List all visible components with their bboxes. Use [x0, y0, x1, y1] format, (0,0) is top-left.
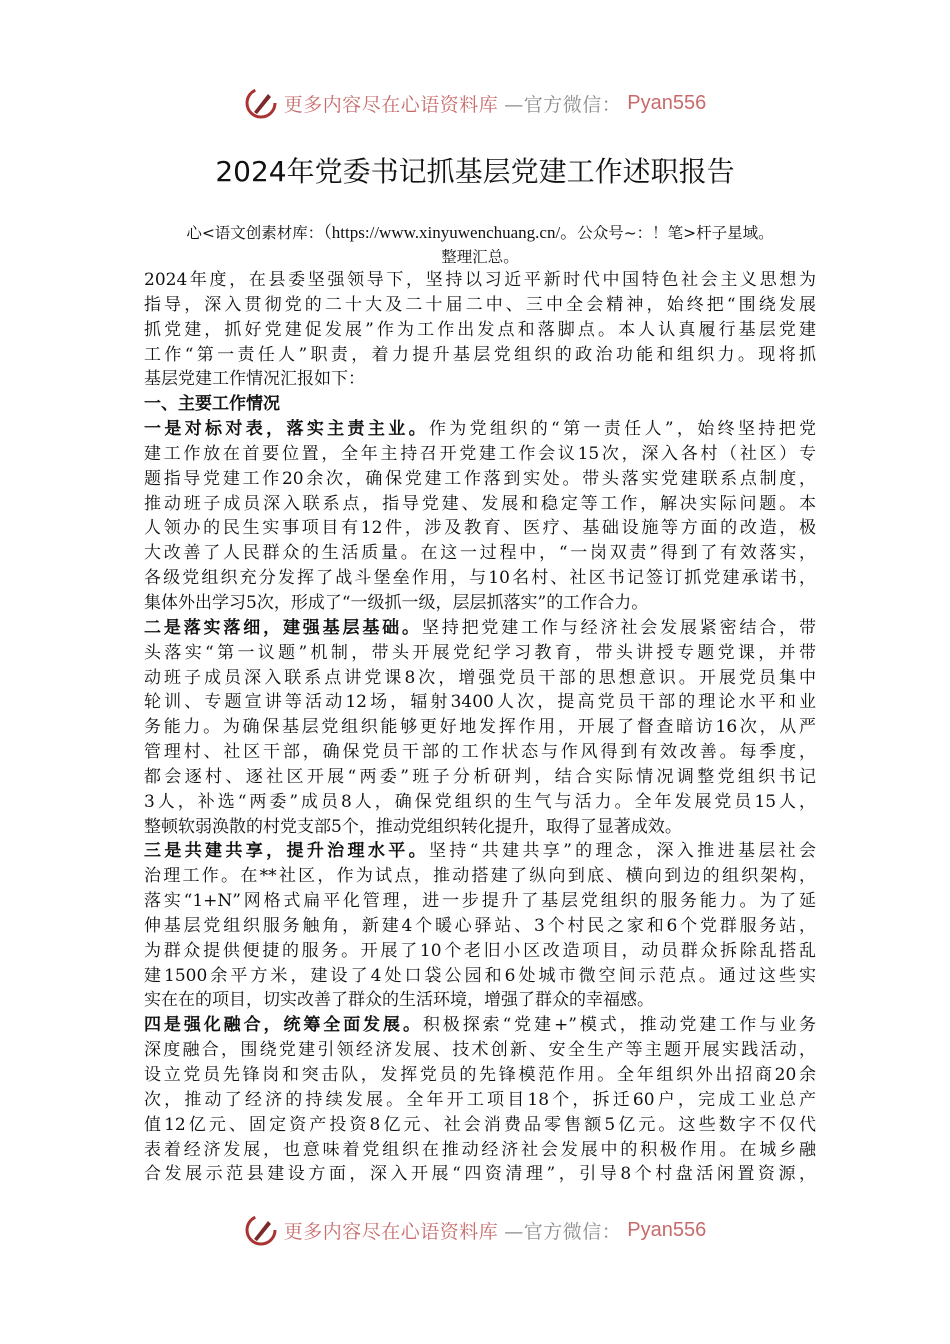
text-line — [144, 765, 816, 790]
text-line — [144, 591, 816, 616]
watermark-separator: —官方微信： — [504, 93, 622, 116]
text-line — [144, 666, 816, 691]
line-text: 3人，补选“两委”成员8人，确保党组织的生气与活力。全年发展党员15人， — [144, 791, 816, 812]
paragraph-lead: 四是强化融合，统筹全面发展。 — [144, 1015, 423, 1036]
line-text: 合发展示范县建设方面，深入开展“四资清理”，引导8个村盘活闲置资源， — [144, 1164, 816, 1185]
text-line — [144, 1013, 816, 1038]
paragraph-lead: 一是对标对表，落实主责主业。 — [144, 419, 429, 440]
section-heading — [144, 392, 816, 417]
line-text: 设立党员先锋岗和突击队，发挥党员的先锋模范作用。全年组织外出招商20余 — [144, 1065, 816, 1085]
line-text: 坚持“共建共享”的理念，深入推进基层社会 — [428, 841, 817, 862]
line-text: 题指导党建工作20余次，确保党建工作落到实处。带头落实党建联系点制度， — [144, 468, 816, 489]
text-line — [144, 988, 816, 1013]
line-text: 建1500余平方米，建设了4处口袋公园和6处城市微空间示范点。通过这些实 — [144, 965, 816, 986]
line-text: 整顿软弱涣散的村党支部5个，推动党组织转化提升，取得了显著成效。 — [144, 816, 682, 837]
source-line2: 整理汇总。 — [441, 248, 519, 266]
text-line — [144, 864, 816, 889]
text-line — [144, 790, 816, 815]
document-body — [144, 268, 816, 1187]
text-line — [144, 690, 816, 715]
text-line — [144, 914, 816, 939]
line-text: 指导，深入贯彻党的二十大及二十届二中、三中全会精神，始终把“围绕发展 — [144, 294, 816, 315]
text-line — [144, 1162, 816, 1187]
source-suffix: 公众号~：！笔>杆子星域。 — [577, 224, 774, 242]
text-line — [144, 516, 816, 541]
text-line — [144, 367, 816, 392]
line-text: 工作“第一责任人”职责，着力提升基层党组织的政治功能和组织力。现将抓 — [144, 344, 816, 365]
text-line — [144, 541, 816, 566]
text-line — [144, 641, 816, 666]
watermark-banner-bottom — [0, 1213, 950, 1247]
text-line — [144, 467, 816, 492]
text-line — [144, 566, 816, 591]
line-text: 积极探索“党建+”模式，推动党建工作与业务 — [422, 1015, 816, 1036]
line-text: 务能力。为确保基层党组织能够更好地发挥作用，开展了督查暗访16次，从严 — [144, 717, 816, 738]
paragraph-lead: 二是落实落细，建强基层基础。 — [144, 617, 422, 638]
text-line — [144, 1138, 816, 1163]
line-text: 建工作放在首要位置，全年主持召开党建工作会议15次，深入各村（社区）专 — [144, 443, 816, 464]
line-text: 作为党组织的“第一责任人”，始终坚持把党 — [428, 419, 817, 440]
line-text: 各级党组织充分发挥了战斗堡垒作用，与10名村、社区书记签订抓党建承诺书， — [144, 568, 816, 589]
line-text: 落实“1+N”网格式扁平化管理，进一步提升了基层党组织的服务能力。为了延 — [144, 891, 816, 912]
heading-text: 一、主要工作情况 — [144, 394, 280, 415]
line-text: 值12亿元、固定资产投资8亿元、社会消费品零售额5亿元。这些数字不仅代 — [144, 1114, 816, 1135]
text-line — [144, 815, 816, 840]
text-line — [144, 839, 816, 864]
line-text: 2024年度，在县委坚强领导下，坚持以习近平新时代中国特色社会主义思想为 — [144, 270, 816, 290]
line-text: 坚持把党建工作与经济社会发展紧密结合，带 — [421, 617, 817, 638]
watermark-separator: —官方微信： — [504, 1220, 622, 1243]
line-text: 抓党建，抓好党建促发展”作为工作出发点和落脚点。本人认真履行基层党建 — [144, 319, 816, 340]
source-note — [140, 221, 820, 269]
source-url: （https://www.xinyuwenchuang.cn/。 — [323, 223, 578, 242]
line-text: 管理村、社区干部，确保党员干部的工作状态与作风得到有效改善。每季度， — [144, 742, 816, 763]
line-text: 轮训、专题宣讲等活动12场，辐射3400人次，提高党员干部的理论水平和业 — [144, 692, 816, 713]
text-line — [144, 442, 816, 467]
text-line — [144, 268, 816, 293]
line-text: 基层党建工作情况汇报如下： — [144, 369, 365, 390]
line-text: 治理工作。在**社区，作为试点，推动搭建了纵向到底、横向到边的组织架构， — [144, 866, 816, 887]
text-line — [144, 1038, 816, 1063]
text-line — [144, 343, 816, 368]
line-text: 表着经济发展，也意味着党组织在推动经济社会发展中的积极作用。在城乡融 — [144, 1139, 816, 1160]
text-line — [144, 492, 816, 517]
text-line — [144, 1088, 816, 1113]
wechat-id: Pyan556 — [627, 91, 707, 114]
watermark-banner-top — [0, 86, 950, 120]
text-line — [144, 293, 816, 318]
line-text: 深度融合，围绕党建引领经济发展、技术创新、安全生产等主题开展实践活动， — [144, 1040, 816, 1061]
line-text: 伸基层党组织服务触角，新建4个暖心驿站、3个村民之家和6个党群服务站， — [144, 915, 816, 936]
text-line — [144, 1113, 816, 1138]
text-line — [144, 964, 816, 989]
document-title: 2024年党委书记抓基层党建工作述职报告 — [215, 155, 735, 188]
watermark-text: 更多内容尽在心语资料库 — [283, 1220, 499, 1243]
text-line — [144, 318, 816, 343]
line-text: 实在在的项目，切实改善了群众的生活环境，增强了群众的幸福感。 — [144, 990, 654, 1011]
paragraph-lead: 三是共建共享，提升治理水平。 — [144, 841, 429, 862]
line-text: 推动班子成员深入联系点，指导党建、发展和稳定等工作，解决实际问题。本 — [144, 493, 816, 514]
pen-logo-icon — [244, 86, 278, 120]
text-line — [144, 1063, 816, 1088]
text-line — [144, 616, 816, 641]
text-line — [144, 740, 816, 765]
line-text: 次，推动了经济的持续发展。全年开工项目18个，拆迁60户，完成工业总产 — [144, 1089, 816, 1110]
line-text: 都会逐村、逐社区开展“两委”班子分析研判，结合实际情况调整党组织书记 — [144, 766, 816, 787]
line-text: 为群众提供便捷的服务。开展了10个老旧小区改造项目，动员群众拆除乱搭乱 — [144, 940, 816, 961]
line-text: 大改善了人民群众的生活质量。在这一过程中，“一岗双责”得到了有效落实， — [144, 543, 816, 564]
text-line — [144, 939, 816, 964]
line-text: 人领办的民生实事项目有12件，涉及教育、医疗、基础设施等方面的改造，极 — [144, 518, 816, 539]
line-text: 集体外出学习5次，形成了“一级抓一级，层层抓落实”的工作合力。 — [144, 592, 649, 613]
wechat-id: Pyan556 — [627, 1218, 707, 1241]
text-line — [144, 417, 816, 442]
source-prefix: 心<语文创素材库： — [186, 224, 324, 242]
line-text: 头落实“第一议题”机制，带头开展党纪学习教育，带头讲授专题党课，并带 — [144, 642, 816, 663]
text-line — [144, 889, 816, 914]
pen-logo-icon — [244, 1213, 278, 1247]
text-line — [144, 715, 816, 740]
watermark-text: 更多内容尽在心语资料库 — [283, 93, 499, 116]
line-text: 动班子成员深入联系点讲党课8次，增强党员干部的思想意识。开展党员集中 — [144, 667, 816, 688]
